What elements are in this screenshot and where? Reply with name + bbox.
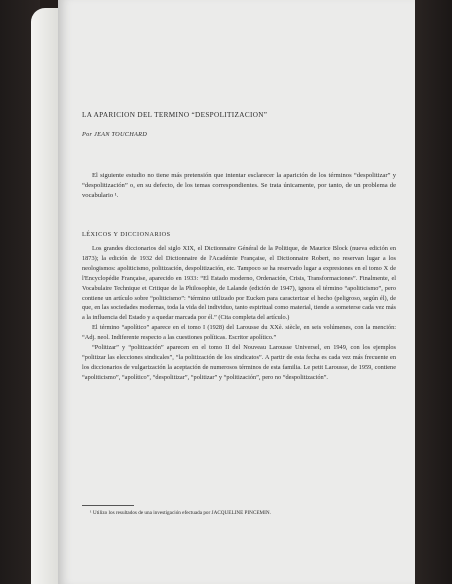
intro-text: El siguiente estudio no tiene más pretensión que intentar esclarecer la aparición de los términos “despolitizar” y “despolitización” o, en su defecto, de los temas correspondientes. Se trata únicamente, por tanto, de un problema de vocabulario ¹. <box>82 172 396 199</box>
footnote: ¹ Utilizo los resultados de una investigación efectuada por JACQUELINE PINCEMIN. <box>90 510 271 516</box>
footnote-divider <box>82 505 134 506</box>
section-heading: LÉXICOS Y DICCIONARIOS <box>82 231 171 238</box>
body-text <box>82 244 396 383</box>
body-paragraph-2: El término “apolítico” aparece en el tomo I (1928) del Larousse du XXè. siècle, en seis volúmenes, con la mención: “Adj. neol. Indiferente respecto a las cuestiones políticas. Escritor apolítico.” <box>82 324 396 342</box>
background-right <box>414 0 452 584</box>
article-author: Por JEAN TOUCHARD <box>82 131 148 138</box>
book-page <box>58 0 415 584</box>
body-paragraph-3: “Politizar” y “politización” aparecen en el tomo II del Nouveau Larousse Universel, en 1949, con los ejemplos “politizar las elecciones sindicales”, “la politización de los sindicatos”. A partir de esta fecha es cada vez más frecuente en los diccionarios de vulgarización la aceptación de numerosos términos de esta familia. Le petit Larousse, de 1959, contiene “apoliticismo”, “apolítico”, “despolitizar”, “politizar” y “politización”, pero no “despolitización”. <box>82 344 396 381</box>
body-paragraph-1: Los grandes diccionarios del siglo XIX, el Dictionnaire Général de la Politique, de Maurice Block (nueva edición en 1873); la edición de 1932 del Dictionnaire de l'Académie Française, el Dictionnaire Robert, no reservan lugar a los neologismos: apoliticismo, politización, despolitización, etc. Tampoco se ha reservado lugar a expresiones en el tomo X de l'Encyclopédie Française, aparecido en 1933: “El Estado moderno, Ordenación, Crisis, Transformaciones”. Finalmente, el Vocabulaire Technique et Critique de la Philosophie, de Lalande (edición de 1947), ignora el término “apoliticismo”, pero contiene un artículo sobre “politicismo”: “término utilizado por Eucken para caracterizar el hecho (peligroso, según él), de que, en las sociedades modernas, toda la vida del individuo, tanto espiritual como material, tiende a someterse cada vez más a la influencia del Estado y a quedar marcada por él.” (Cita completa del artículo.) <box>82 245 396 322</box>
previous-page-edge <box>31 8 61 584</box>
intro-paragraph <box>82 171 396 201</box>
article-title: LA APARICION DEL TERMINO “DESPOLITIZACION” <box>82 111 268 119</box>
